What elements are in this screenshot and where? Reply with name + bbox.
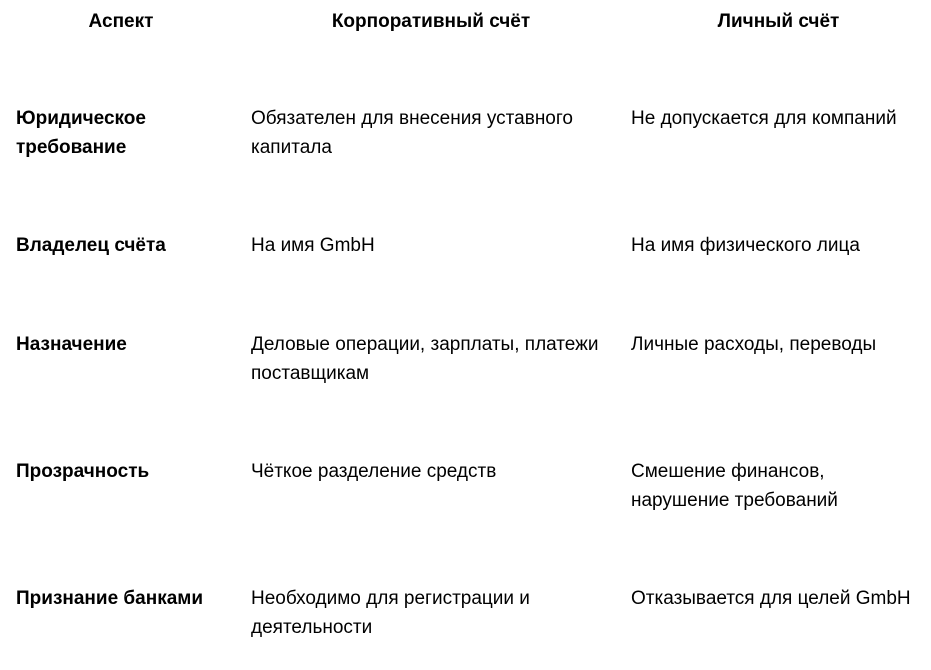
cell-corporate-account-owner: На имя GmbH <box>251 235 375 256</box>
cell-corporate-bank-recognition: Необходимо для регистрации и деятельности <box>251 588 530 638</box>
row-label-legal-requirement: Юридическое требование <box>16 108 146 158</box>
cell-personal-purpose: Личные расходы, переводы <box>631 334 877 355</box>
row-label-purpose: Назначение <box>16 334 127 355</box>
header-personal-account: Личный счёт <box>717 11 840 32</box>
cell-personal-bank-recognition: Отказывается для целей GmbH <box>631 588 911 609</box>
row-label-transparency: Прозрачность <box>16 461 150 482</box>
cell-corporate-transparency: Чёткое разделение средств <box>251 461 497 482</box>
cell-personal-transparency: Смешение финансов, нарушение требований <box>631 461 838 511</box>
cell-corporate-purpose: Деловые операции, зарплаты, платежи поставщикам <box>251 334 599 384</box>
cell-personal-legal-requirement: Не допускается для компаний <box>631 108 897 129</box>
row-label-bank-recognition: Признание банками <box>16 588 204 609</box>
row-label-account-owner: Владелец счёта <box>16 235 166 256</box>
header-corporate-account: Корпоративный счёт <box>331 11 531 32</box>
cell-corporate-legal-requirement: Обязателен для внесения уставного капитала <box>251 108 573 158</box>
header-aspect: Аспект <box>88 11 154 32</box>
cell-personal-account-owner: На имя физического лица <box>631 235 860 256</box>
